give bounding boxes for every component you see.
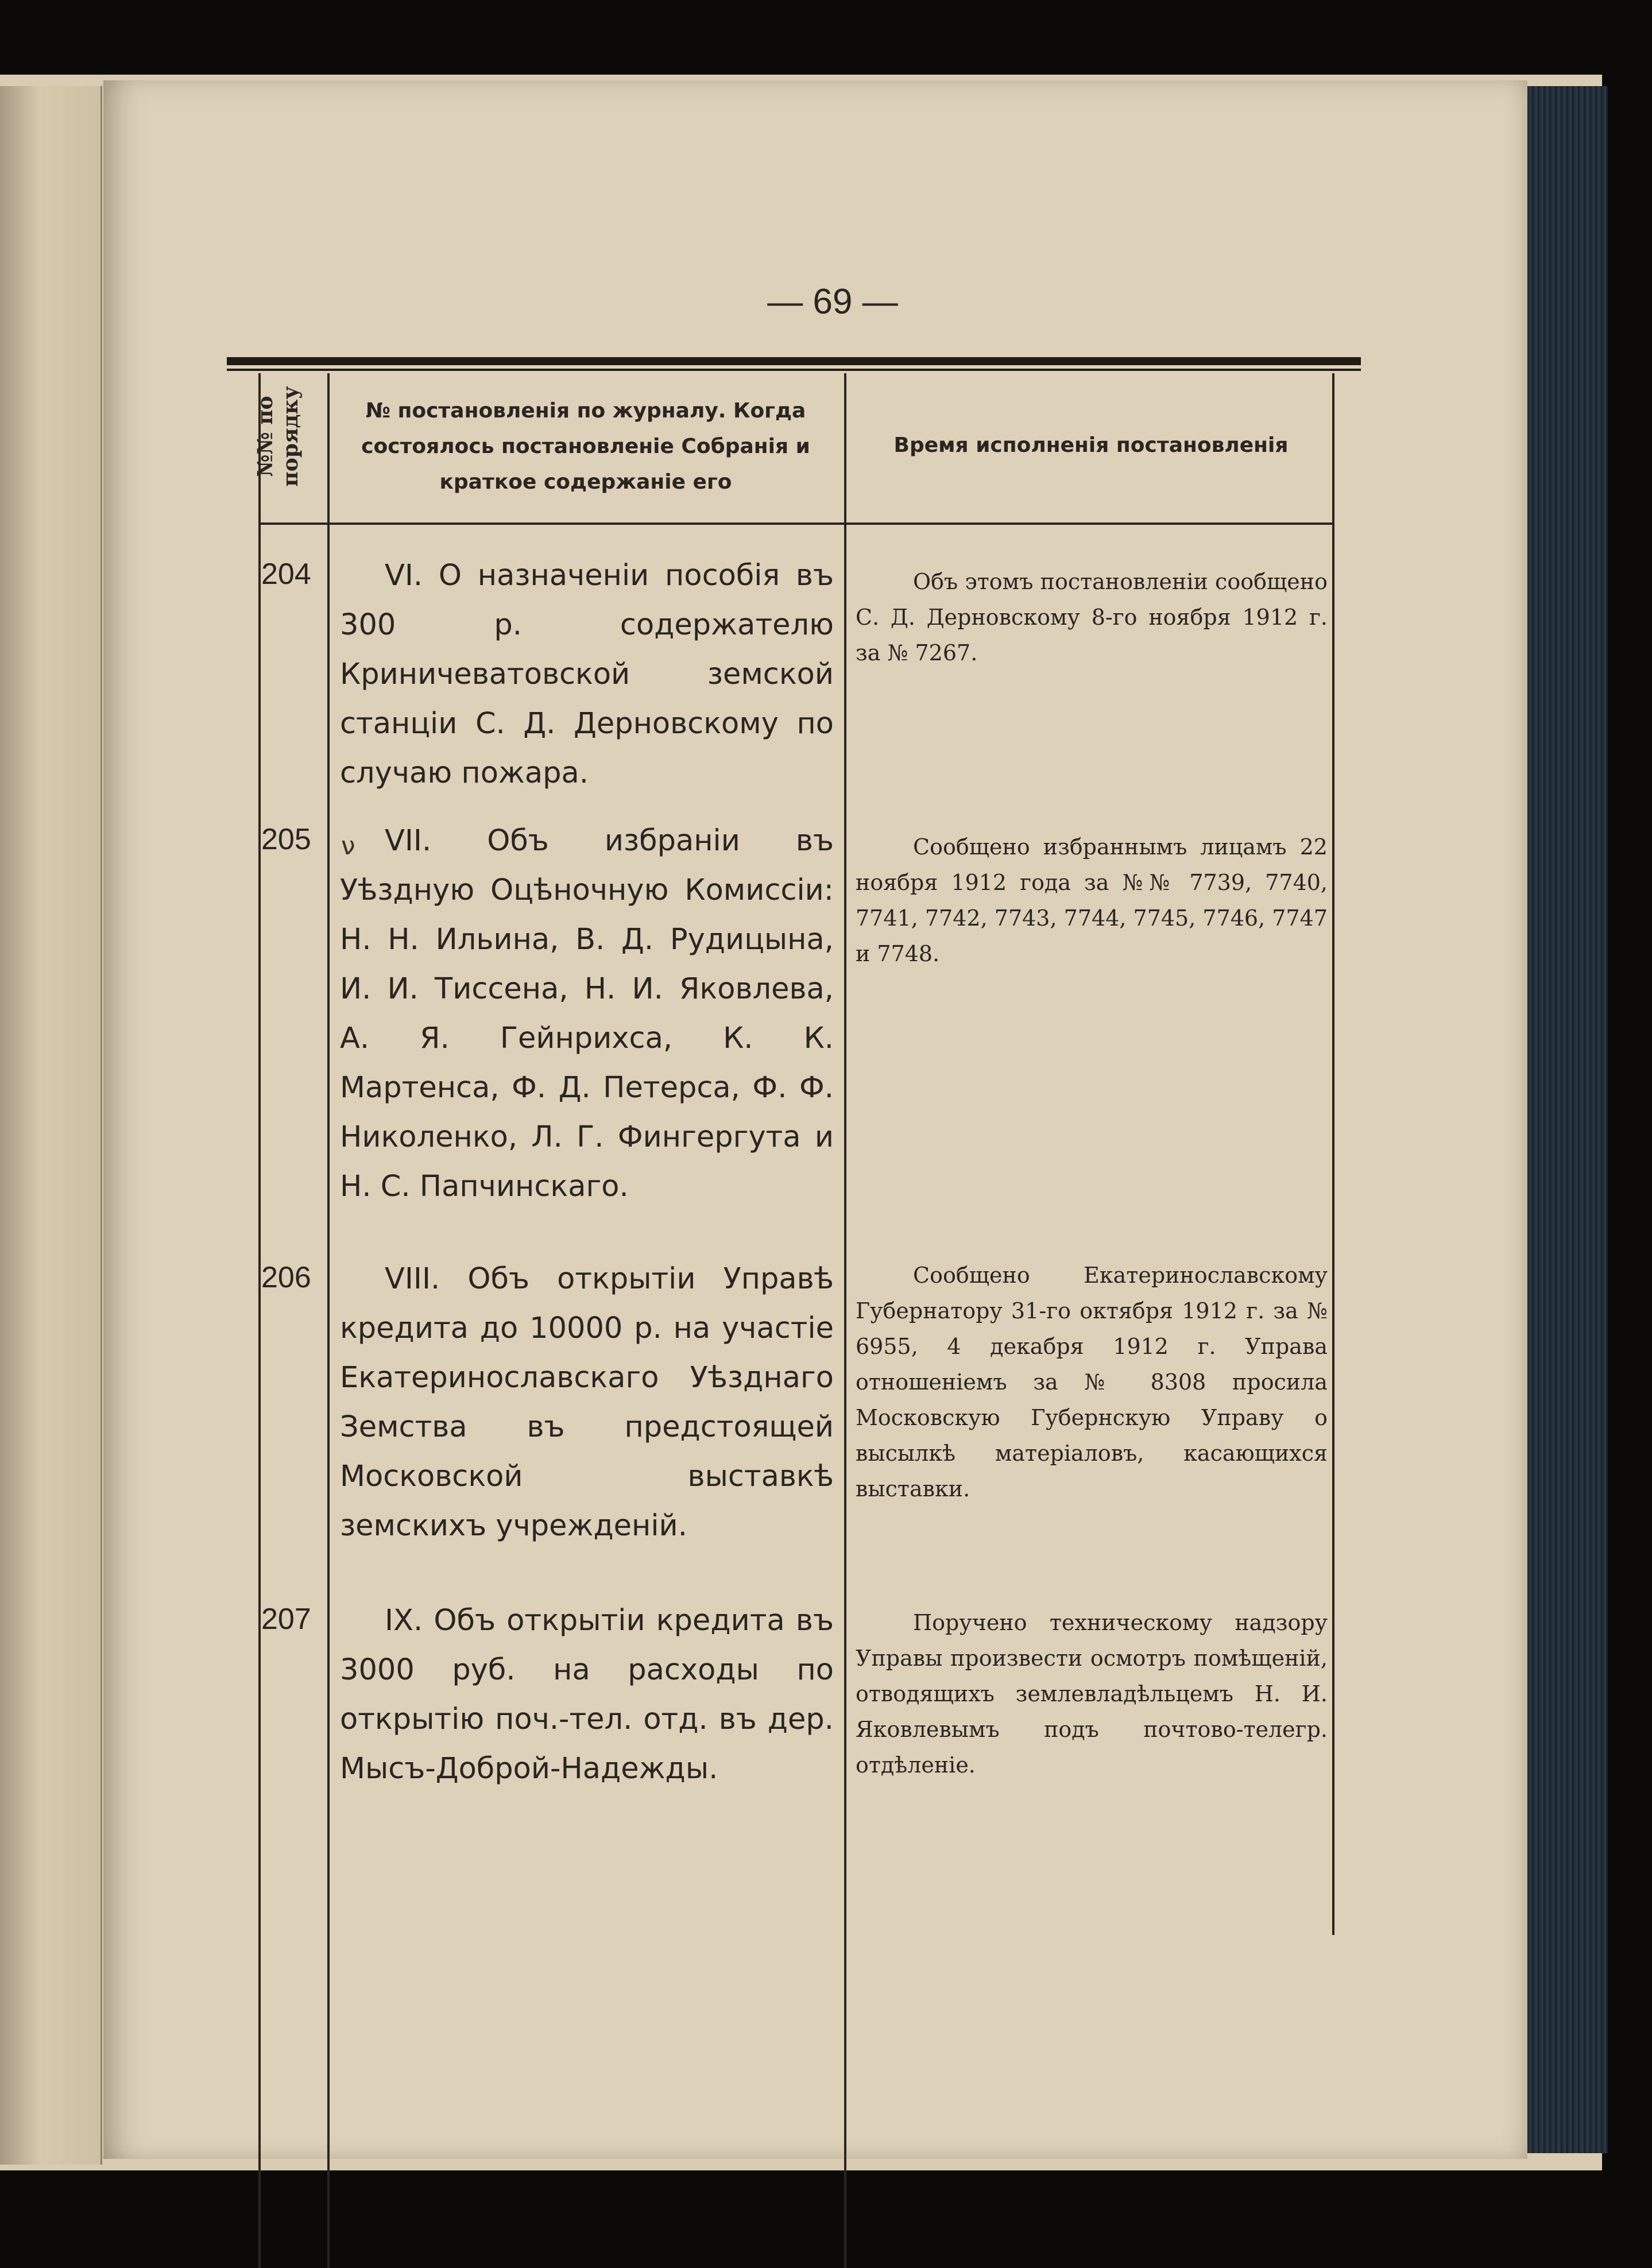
header-execution: Время исполненія постановленія xyxy=(893,434,1289,457)
column-divider-2 xyxy=(844,373,846,2268)
column-divider-1 xyxy=(327,373,330,2268)
row-number: 206 xyxy=(261,1261,311,1294)
left-page-edge xyxy=(0,86,102,2165)
table-top-rule xyxy=(227,357,1361,365)
page-number: — 69 — xyxy=(767,282,898,322)
table-top-rule-thin xyxy=(227,369,1361,371)
row-resolution xyxy=(340,816,834,1212)
row-resolution xyxy=(340,551,834,798)
book-cover-edge xyxy=(1527,86,1608,2153)
row-number: 207 xyxy=(261,1603,311,1636)
row-execution: Объ этомъ постановленіи сообщено С. Д. Дерновскому 8-го ноября 1912 г. за № 7267. xyxy=(856,569,1328,665)
header-resolution: № постановленія по журналу. Когда состоялось постановленіе Собранія и краткое содержаніе его xyxy=(361,399,810,494)
row-execution: Поручено техническому надзору Управы произвести осмотръ помѣщеній, отводящихъ землевладѣльцемъ Н. И. Яковлевымъ подъ почтово-телегр. отдѣленіе. xyxy=(856,1610,1328,1778)
row-resolution xyxy=(340,1596,834,1794)
row-execution: Сообщено Екатеринославскому Губернатору 31-го октября 1912 г. за № 6955, 4 декабря 1912 г. Управа отношеніемъ за № 8308 просила Московскую Губернскую Управу о высылкѣ матеріаловъ, касающихся выставки. xyxy=(856,1263,1328,1501)
header-bottom-rule xyxy=(258,523,1334,525)
row-resolution xyxy=(340,1255,834,1551)
table-right-border xyxy=(1332,373,1334,1935)
check-mark: ν xyxy=(341,831,355,861)
row-number: 204 xyxy=(261,558,311,591)
table-left-border xyxy=(258,373,261,2268)
row-number: 205 xyxy=(261,823,311,856)
resolution-text: VII. Объ избраніи въ Уѣздную Оцѣночную Комиссіи: Н. Н. Ильина, В. Д. Рудицына, И. И. Тиссена, Н. И. Яковлева, А. Я. Гейнрихса, К. К. Мартенса, Ф. Д. Петерса, Ф. Ф. Николенко, Л. Г. Фингергута и Н. С. Папчинскаго. xyxy=(340,824,834,1203)
resolution-text: VI. О назначеніи пособія въ 300 р. содержателю Криничеватовской земской станціи С. Д. Дерновскому по случаю пожара. xyxy=(340,559,834,790)
resolution-text: IX. Объ открытіи кредита въ 3000 руб. на расходы по открытію поч.-тел. отд. въ дер. Мысъ-Доброй-Надежды. xyxy=(340,1604,834,1786)
resolution-text: VIII. Объ открытіи Управѣ кредита до 10000 р. на участіе Екатеринославскаго Уѣзднаго Земства въ предстоящей Московской выставкѣ земскихъ учрежденій. xyxy=(340,1262,834,1543)
row-execution: Сообщено избраннымъ лицамъ 22 ноября 1912 года за №№ 7739, 7740, 7741, 7742, 7743, 7744, 7745, 7746, 7747 и 7748. xyxy=(856,834,1328,966)
header-order-number: №№ по порядку xyxy=(253,386,303,487)
